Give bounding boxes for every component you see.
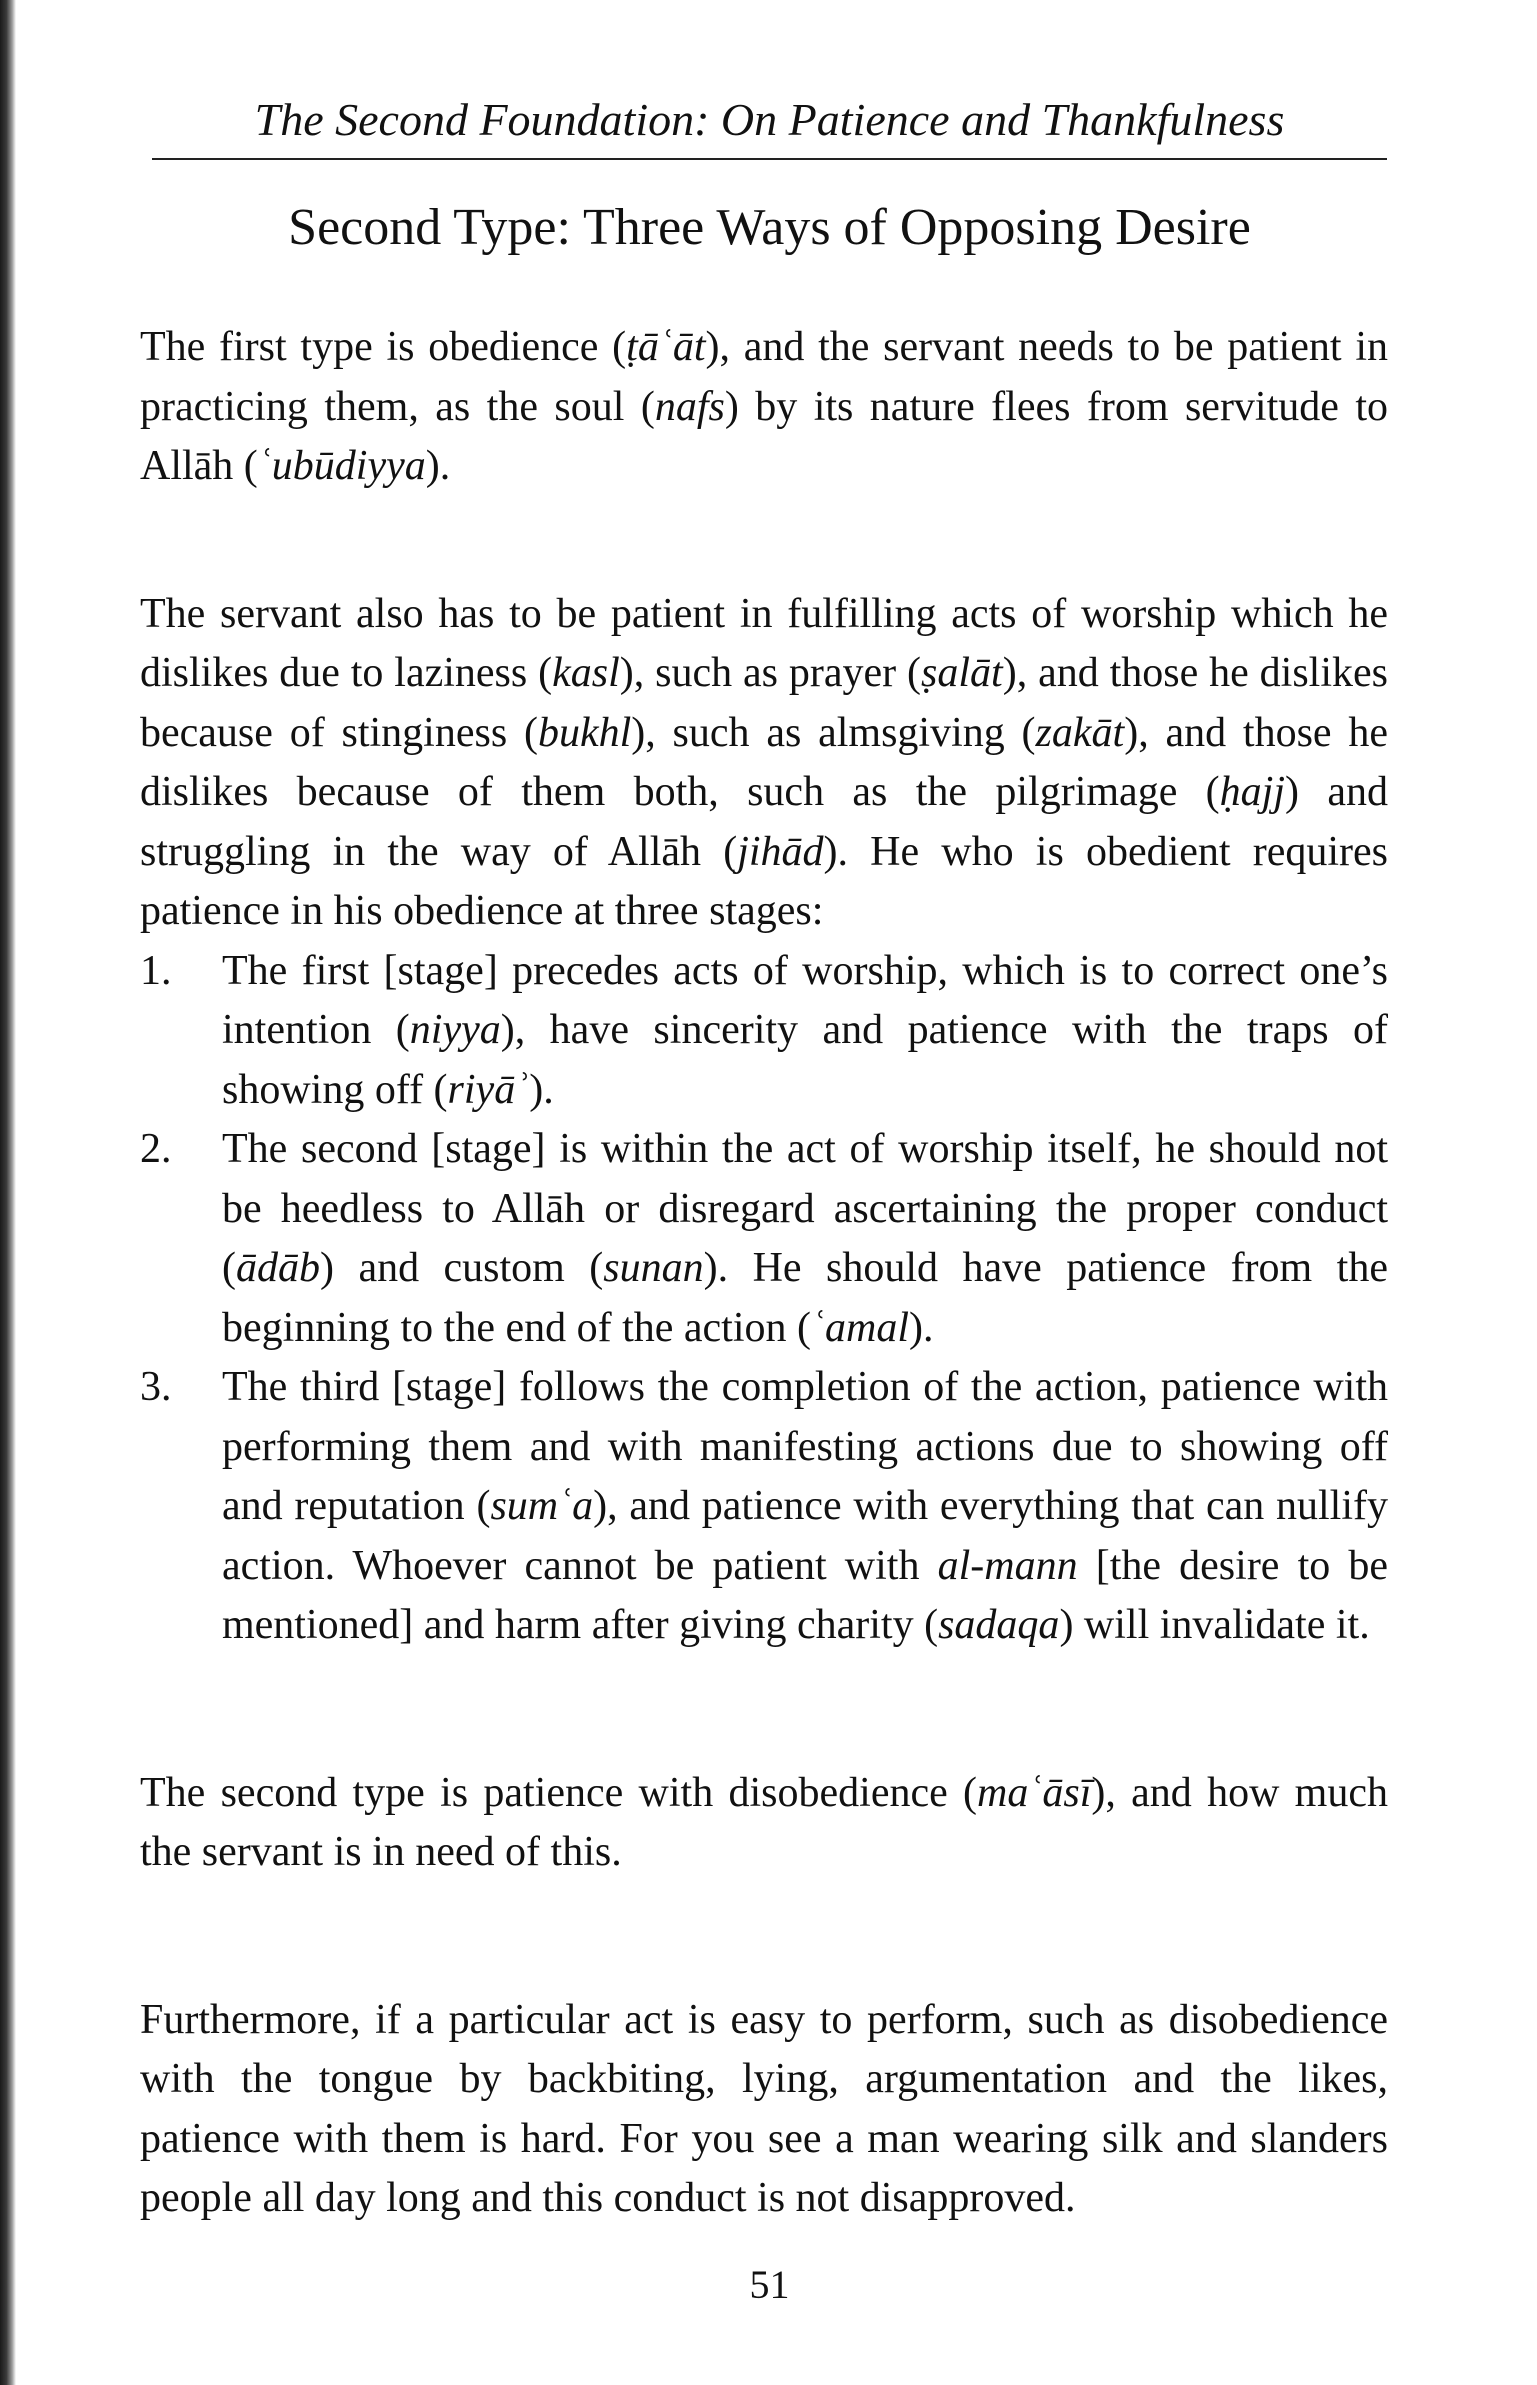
stages-list: [140, 942, 1388, 1656]
list-item: [140, 1358, 1388, 1656]
paragraph-disobedience: The second type is patience with disobedience (maʿāsī), and how much the servant is in need of this.: [140, 1769, 1388, 1875]
paragraph-gap: [140, 497, 1388, 585]
list-item-text: The third [stage] follows the completion of the action, patience with performing them and with manifesting actions due to showing off and reputation (sumʿa), and patience with everything that can nullify action. Whoever cannot be patient with al-mann [the desire to be mentioned] and harm after giving charity (sadaqa) will invalidate it.: [222, 1364, 1389, 1648]
header-divider: [152, 158, 1387, 160]
list-item: [140, 942, 1388, 1121]
paragraph-tongue: Furthermore, if a particular act is easy to perform, such as disobedience with the tongue by backbiting, lying, argumentation and the likes, patience with them is hard. For you see a man wearing silk and slanders people all day long and this conduct is not disapproved.: [140, 1996, 1388, 2221]
list-item-text: The second [stage] is within the act of worship itself, he should not be heedless to Allāh or disregard ascertaining the proper conduct (ādāb) and custom (sunan). He should have patience from the beginning to the end of the action (ʿamal).: [222, 1126, 1388, 1351]
page-number: 51: [749, 2262, 790, 2307]
list-item: [140, 1120, 1388, 1358]
paragraph-worship: The servant also has to be patient in fulfilling acts of worship which he dislikes due to laziness (kasl), such as prayer (ṣalāt), and those he dislikes because of stinginess (bukhl), such as almsgiving (zakāt), and those he dislikes because of them both, such as the pilgrimage (ḥajj) and struggling in the way of Allāh (jihād). He who is obedient requires patience in his obedience at three stages:: [140, 590, 1388, 934]
page-binding-edge: [0, 0, 16, 2385]
running-header: The Second Foundation: On Patience and Thankfulness: [254, 94, 1285, 145]
paragraph-obedience: The first type is obedience (ṭāʿāt), and the servant needs to be patient in practicing them, as the soul (nafs) by its nature flees from servitude to Allāh (ʿubūdiyya).: [140, 324, 1389, 489]
section-heading: Second Type: Three Ways of Opposing Desire: [288, 199, 1251, 256]
list-item-text: The first [stage] precedes acts of worship, which is to correct one’s intention (niyya), have sincerity and patience with the traps of showing off (riyāʾ).: [222, 947, 1389, 1113]
list-item-number: 1.: [140, 947, 172, 994]
list-item-number: 2.: [140, 1126, 172, 1172]
paragraph-gap: [140, 1656, 1388, 1764]
paragraph-gap: [140, 1883, 1388, 1991]
list-item-number: 3.: [140, 1364, 172, 1410]
body-text: [140, 318, 1388, 2229]
